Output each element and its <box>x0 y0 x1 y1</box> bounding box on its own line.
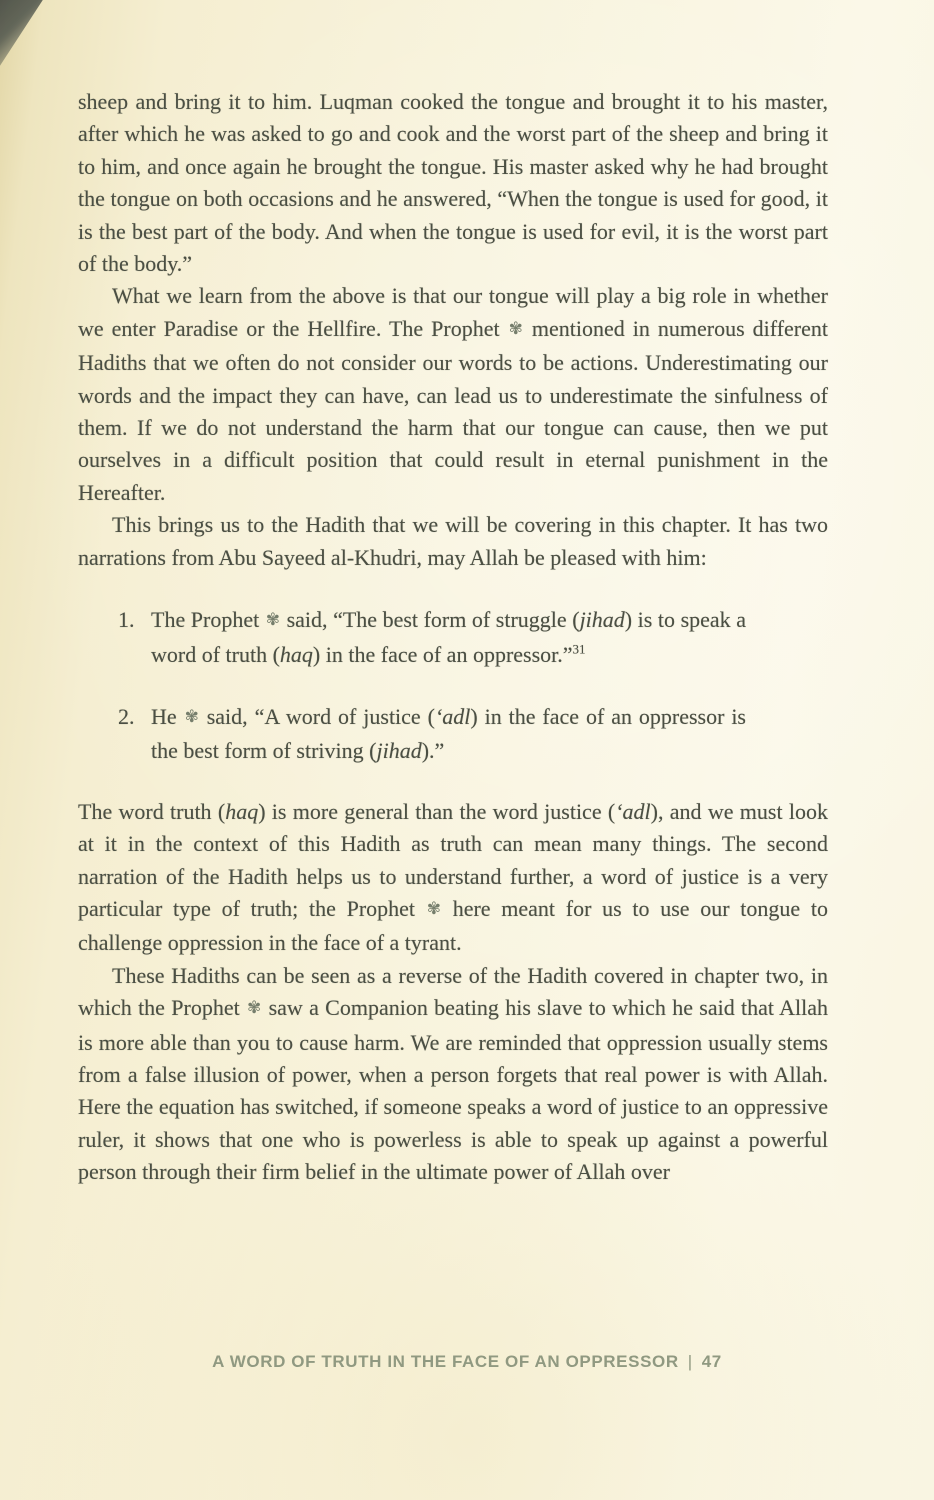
list-item-number: 1. <box>118 607 135 633</box>
italic-term: ‘adl <box>615 798 651 824</box>
list-item-text: He ✾ said, “A word of justice (‘adl) in the face of an oppressor is the best form of striving (jihad).” <box>151 703 746 764</box>
paragraph: This brings us to the Hadith that we will be covering in this chapter. It has two narrations from Abu Sayeed al-Khudri, may Allah be pleased with him: <box>78 512 828 570</box>
hadith-list-item <box>118 701 746 768</box>
footer-separator: | <box>687 1352 693 1371</box>
running-footer <box>0 1352 934 1372</box>
italic-term: ‘adl <box>434 703 471 729</box>
pbuh-symbol: ✾ <box>184 706 199 727</box>
page-corner-shadow <box>0 0 48 78</box>
list-item-text: The Prophet ✾ said, “The best form of struggle (jihad) is to speak a word of truth (haq) in the face of an oppressor.”$^{31}$ <box>151 607 746 667</box>
italic-term: jihad <box>376 738 422 764</box>
footer-page-number: 47 <box>701 1352 722 1371</box>
hadith-list-item <box>118 604 746 671</box>
footnote-reference: 31 <box>572 641 586 657</box>
paragraph: These Hadiths can be seen as a reverse of the Hadith covered in chapter two, in which the Prophet ✾ saw a Companion beating his slave to which he said that Allah is more able than you to cause harm. We are reminded that oppression usually stems from a false illusion of power, when a person forgets that real power is with Allah. Here the equation has switched, if someone speaks a word of justice to an oppressive ruler, it shows that one who is powerless is able to speak up against a powerful person through their firm belief in the ultimate power of Allah over <box>78 962 828 1185</box>
pbuh-symbol: ✾ <box>265 610 281 631</box>
italic-term: haq <box>279 641 313 667</box>
paragraph: The word truth (haq) is more general than the word justice (‘adl), and we must look at it in the context of this Hadith as truth can mean many things. The second narration of the Hadith helps us to understand further, a word of justice is a very particular type of truth; the Prophet ✾ here meant for us to use our tongue to challenge oppression in the face of a tyrant. <box>78 798 828 956</box>
italic-term: haq <box>225 798 259 824</box>
paragraph: What we learn from the above is that our tongue will play a big role in whether we enter Paradise or the Hellfire. The Prophet ✾ mentioned in numerous different Hadiths that we often do not consider our words to be actions. Underestimating our words and the impact they can have, can lead us to underestimate the sinfulness of them. If we do not understand the harm that our tongue can cause, then we put ourselves in a difficult position that could result in eternal punishment in the Hereafter. <box>78 283 828 505</box>
italic-term: jihad <box>579 607 625 633</box>
pbuh-symbol: ✾ <box>508 318 523 339</box>
list-item-number: 2. <box>118 703 135 729</box>
pbuh-symbol: ✾ <box>426 898 441 919</box>
footer-chapter-title: A WORD OF TRUTH IN THE FACE OF AN OPPRESSOR <box>212 1352 679 1371</box>
body-text <box>78 86 828 1189</box>
paragraph: sheep and bring it to him. Luqman cooked the tongue and brought it to his master, after which he was asked to go and cook and the worst part of the sheep and bring it to him, and once again he brought the tongue. His master asked why he had brought the tongue on both occasions and he answered, “When the tongue is used for good, it is the best part of the body. And when the tongue is used for evil, it is the worst part of the body.” <box>78 89 828 277</box>
pbuh-symbol: ✾ <box>247 998 262 1019</box>
